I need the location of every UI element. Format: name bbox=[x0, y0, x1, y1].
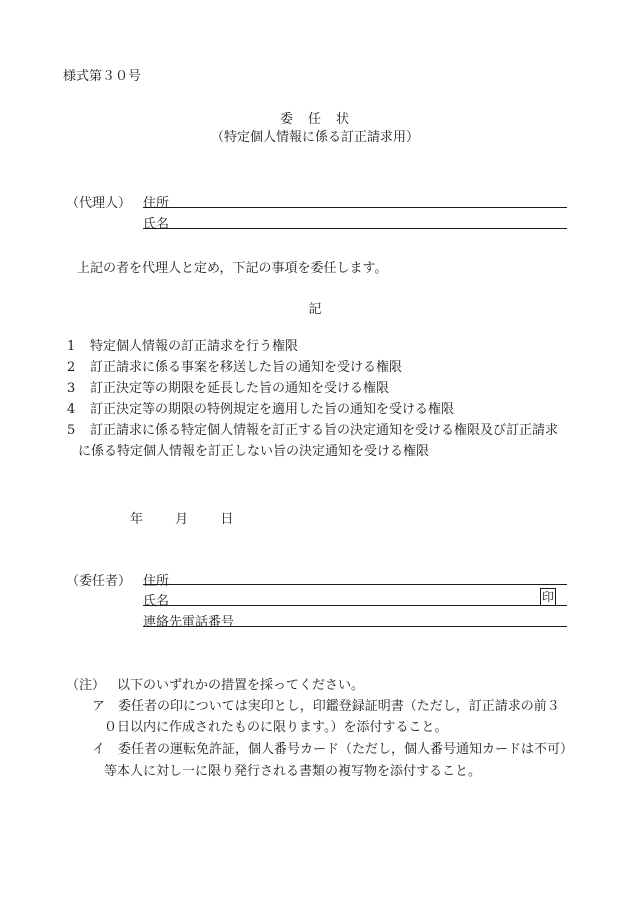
delegated-items-list bbox=[65, 336, 575, 462]
agent-address-field[interactable] bbox=[143, 207, 567, 208]
document-title: 委 任 状 bbox=[279, 112, 350, 127]
principal-name-field[interactable] bbox=[143, 605, 567, 606]
list-item bbox=[65, 357, 575, 378]
item-number: 3 bbox=[67, 381, 76, 396]
item-number: 1 bbox=[67, 339, 76, 354]
item-text: 訂正決定等の期限の特例規定を適用した旨の通知を受ける権限 bbox=[90, 402, 455, 417]
item-text-line2: に係る特定個人情報を訂正しない旨の決定通知を受ける権限 bbox=[78, 444, 430, 459]
date-month: 月 bbox=[175, 512, 189, 527]
document-subtitle: （特定個人情報に係る訂正請求用） bbox=[210, 130, 419, 145]
agent-name-label: 氏名 bbox=[143, 217, 170, 232]
note-label: （注） bbox=[66, 678, 106, 693]
item-text: 訂正決定等の期限を延長した旨の通知を受ける権限 bbox=[90, 381, 390, 396]
note-a-line2: ０日以内に作成されたものに限ります。）を添付すること。 bbox=[104, 720, 448, 735]
principal-address-label: 住所 bbox=[143, 574, 170, 589]
principal-name-label: 氏名 bbox=[143, 594, 170, 609]
principal-phone-field[interactable] bbox=[143, 626, 567, 627]
list-item bbox=[65, 399, 575, 420]
item-text: 訂正請求に係る事案を移送した旨の通知を受ける権限 bbox=[90, 360, 403, 375]
item-number: 5 bbox=[67, 423, 76, 438]
item-text: 特定個人情報の訂正請求を行う権限 bbox=[90, 339, 299, 354]
ki-heading: 記 bbox=[308, 302, 322, 317]
note-i-line2: 等本人に対し一に限り発行される書類の複写物を添付すること。 bbox=[104, 764, 482, 779]
agent-address-label: 住所 bbox=[143, 196, 170, 211]
note-i-line1: イ 委任者の運転免許証，個人番号カード（ただし，個人番号通知カードは不可） bbox=[92, 742, 574, 757]
agent-role-label: （代理人） bbox=[66, 196, 132, 211]
list-item bbox=[65, 378, 575, 399]
seal-mark: 印 bbox=[541, 590, 554, 604]
principal-role-label: （委任者） bbox=[66, 574, 132, 589]
list-item bbox=[65, 420, 575, 462]
intro-text: 上記の者を代理人と定め，下記の事項を委任します。 bbox=[77, 261, 388, 276]
agent-name-field[interactable] bbox=[143, 228, 567, 229]
principal-address-field[interactable] bbox=[143, 584, 567, 585]
date-line bbox=[130, 508, 233, 527]
date-day: 日 bbox=[220, 512, 234, 527]
note-intro: 以下のいずれかの措置を採ってください。 bbox=[117, 678, 365, 693]
item-number: 2 bbox=[67, 360, 76, 375]
principal-phone-label: 連絡先電話番号 bbox=[143, 615, 235, 630]
note-a-line1: ア 委任者の印については実印とし，印鑑登録証明書（ただし，訂正請求の前３ bbox=[92, 699, 560, 714]
item-text-line1: 訂正請求に係る特定個人情報を訂正する旨の決定通知を受ける権限及び訂正請求 bbox=[90, 423, 559, 438]
date-year: 年 bbox=[130, 512, 144, 527]
list-item bbox=[65, 336, 575, 357]
form-number: 様式第３０号 bbox=[63, 69, 142, 84]
item-number: 4 bbox=[67, 402, 76, 417]
